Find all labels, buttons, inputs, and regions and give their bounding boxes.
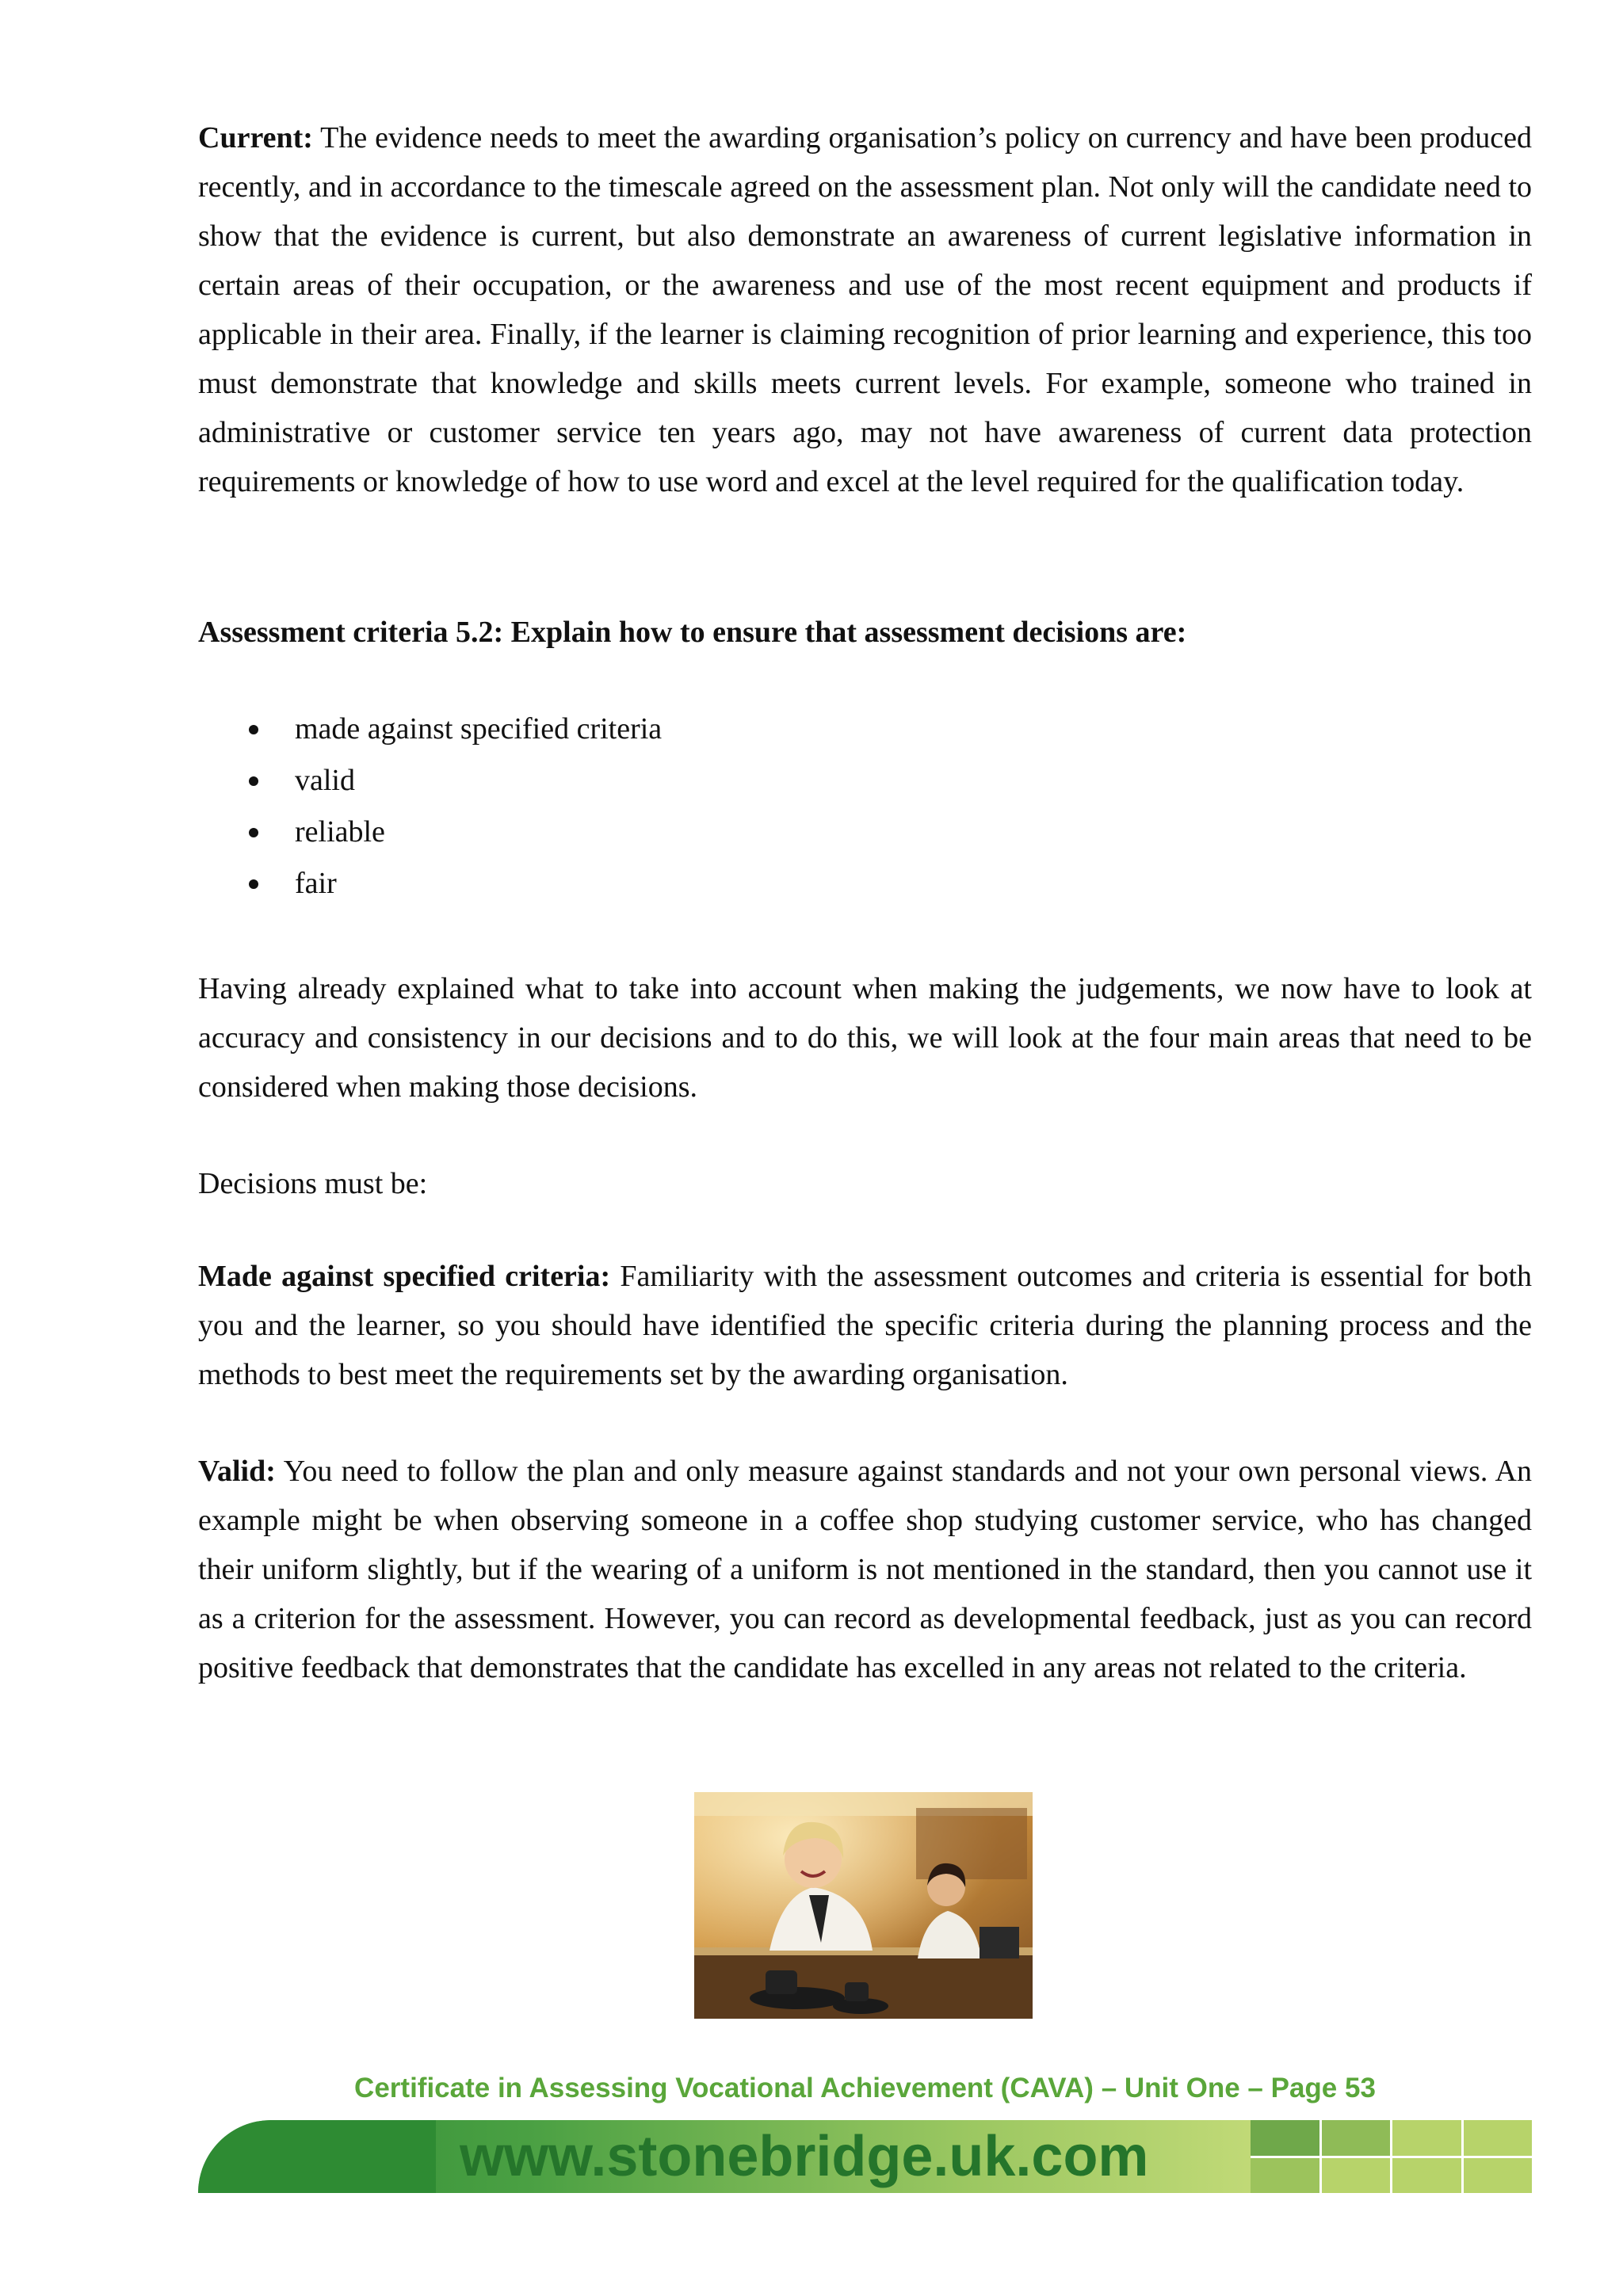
banner-grid — [1251, 2120, 1532, 2193]
list-item-text: made against specified criteria — [295, 712, 663, 746]
website-link[interactable]: www.stonebridge.uk.com — [460, 2125, 1149, 2188]
paragraph-made-text: Familiarity with the assessment outcomes and criteria is essential for both you and the learner, so you should have identified the specific criteria during the planning process and the methods to best meet the requirements set by the awarding organisation. — [198, 1260, 1533, 1391]
paragraph-having: Having already explained what to take into account when making the judgements, we now have to look at accuracy and consistency in our decisions and to do this, we will look at the four main areas that need to be considered when making those decisions. — [198, 972, 1532, 1104]
bullet-icon — [249, 725, 258, 734]
paragraph-decisions: Decisions must be: — [198, 1167, 428, 1200]
list-item-text: reliable — [295, 815, 385, 849]
grid-cell — [1392, 2158, 1461, 2194]
paragraph-current-text: The evidence needs to meet the awarding organisation’s policy on currency and have been produced recently, and in accordance to the timescale agreed on the assessment plan. Not only will the candidate need to show that the evidence is current, but also demonstrate an awareness of current legislative information in certain areas of their occupation, or the awareness and use of the most recent equipment and products if applicable in their area. Finally, if the learner is claiming recognition of prior learning and experience, this too must demonstrate that knowledge and skills meets current levels. For example, someone who trained in administrative or customer service ten years ago, may not have awareness of current data protection requirements or knowledge of how to use word and excel at the level required for the qualification today. — [198, 121, 1532, 498]
bullet-icon — [249, 776, 258, 786]
grid-cell — [1322, 2120, 1391, 2156]
grid-cell — [1251, 2120, 1319, 2156]
list-item — [198, 755, 662, 807]
grid-cell — [1392, 2120, 1461, 2156]
paragraph-valid — [198, 1447, 1532, 1692]
grid-cell — [1251, 2158, 1319, 2194]
list-item — [198, 858, 662, 910]
grid-cell — [1464, 2120, 1533, 2156]
paragraph-made-label: Made against specified criteria: — [198, 1260, 611, 1293]
banner-dark-segment — [198, 2120, 436, 2193]
list-item — [198, 807, 662, 858]
list-item-text: valid — [295, 764, 355, 797]
footer-banner — [198, 2120, 1532, 2193]
grid-cell — [1322, 2158, 1391, 2194]
paragraph-current-label: Current: — [198, 121, 313, 154]
list-item-text: fair — [295, 867, 337, 900]
list-item — [198, 704, 662, 755]
paragraph-made-against — [198, 1252, 1532, 1399]
footer-title: Certificate in Assessing Vocational Achievement (CAVA) – Unit One – Page 53 — [354, 2073, 1376, 2103]
section-heading: Assessment criteria 5.2: Explain how to ensure that assessment decisions are: — [198, 616, 1187, 649]
bullet-icon — [249, 828, 258, 837]
coffee-shop-photo — [694, 1792, 1033, 2019]
paragraph-valid-text: You need to follow the plan and only measure against standards and not your own personal views. An example might be when observing someone in a coffee shop studying customer service, who has changed their uniform slightly, but if the wearing of a uniform is not mentioned in the standard, then you cannot use it as a criterion for the assessment. However, you can record as developmental feedback, just as you can record positive feedback that demonstrates that the candidate has excelled in any areas not related to the criteria. — [198, 1455, 1532, 1684]
grid-cell — [1464, 2158, 1533, 2194]
paragraph-current — [198, 113, 1532, 506]
criteria-list — [198, 704, 662, 910]
bullet-icon — [249, 879, 258, 889]
paragraph-valid-label: Valid: — [198, 1455, 276, 1488]
